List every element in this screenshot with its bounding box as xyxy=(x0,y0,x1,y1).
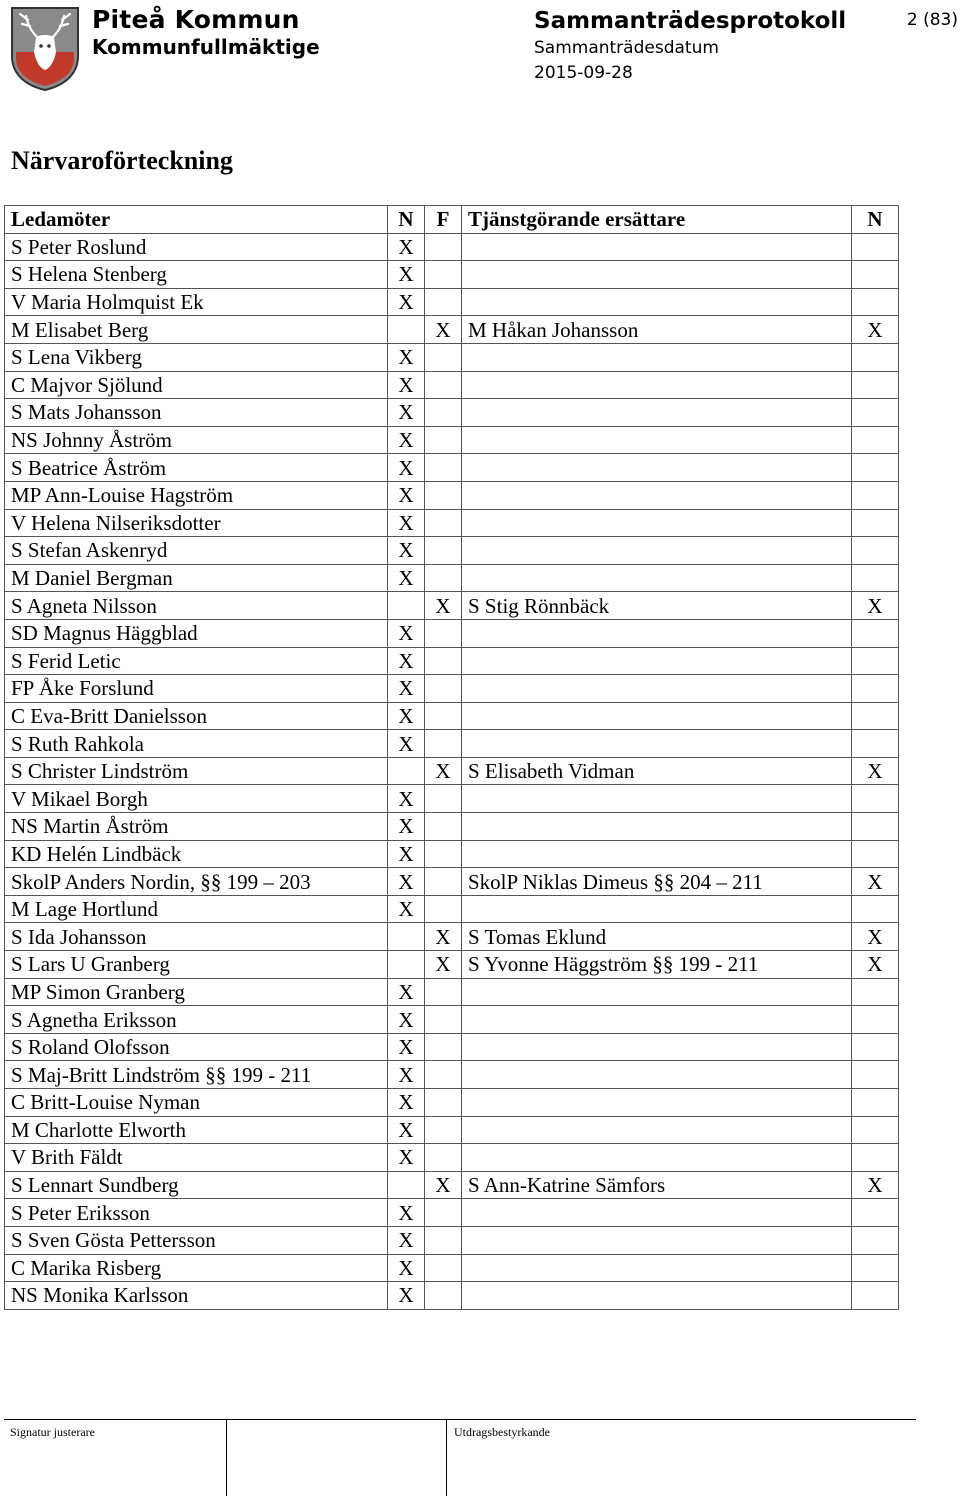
substitute-present-mark xyxy=(852,702,899,730)
absent-mark xyxy=(425,868,462,896)
member-cell: S Ruth Rahkola xyxy=(5,730,388,758)
absent-mark xyxy=(425,261,462,289)
substitute-cell xyxy=(462,1199,852,1227)
table-row xyxy=(5,426,899,454)
substitute-present-mark xyxy=(852,785,899,813)
substitute-present-mark xyxy=(852,1282,899,1310)
document-info xyxy=(534,6,846,86)
substitute-cell xyxy=(462,785,852,813)
substitute-present-mark xyxy=(852,1116,899,1144)
substitute-present-mark xyxy=(852,1199,899,1227)
table-row xyxy=(5,1033,899,1061)
member-cell: S Mats Johansson xyxy=(5,399,388,427)
present-mark: X xyxy=(388,1061,425,1089)
table-row xyxy=(5,371,899,399)
absent-mark xyxy=(425,895,462,923)
member-cell: C Marika Risberg xyxy=(5,1254,388,1282)
substitute-cell xyxy=(462,813,852,841)
absent-mark: X xyxy=(425,951,462,979)
substitute-present-mark: X xyxy=(852,1171,899,1199)
member-cell: S Roland Olofsson xyxy=(5,1033,388,1061)
absent-mark: X xyxy=(425,757,462,785)
substitute-present-mark xyxy=(852,1033,899,1061)
absent-mark xyxy=(425,1226,462,1254)
substitute-present-mark: X xyxy=(852,923,899,951)
absent-mark xyxy=(425,564,462,592)
substitute-present-mark xyxy=(852,1254,899,1282)
absent-mark xyxy=(425,537,462,565)
present-mark xyxy=(388,757,425,785)
present-mark: X xyxy=(388,1006,425,1034)
present-mark: X xyxy=(388,785,425,813)
present-mark: X xyxy=(388,702,425,730)
member-cell: SD Magnus Häggblad xyxy=(5,619,388,647)
absent-mark xyxy=(425,647,462,675)
absent-mark xyxy=(425,1033,462,1061)
absent-mark xyxy=(425,702,462,730)
substitute-cell xyxy=(462,454,852,482)
present-mark: X xyxy=(388,675,425,703)
substitute-cell xyxy=(462,233,852,261)
member-cell: C Britt-Louise Nyman xyxy=(5,1089,388,1117)
present-mark: X xyxy=(388,288,425,316)
present-mark: X xyxy=(388,895,425,923)
absent-mark xyxy=(425,343,462,371)
substitute-cell: SkolP Niklas Dimeus §§ 204 – 211 xyxy=(462,868,852,896)
substitute-cell xyxy=(462,261,852,289)
substitute-cell xyxy=(462,895,852,923)
substitute-cell xyxy=(462,564,852,592)
member-cell: NS Martin Åström xyxy=(5,813,388,841)
present-mark: X xyxy=(388,1282,425,1310)
substitute-present-mark xyxy=(852,481,899,509)
substitute-present-mark xyxy=(852,454,899,482)
substitute-cell xyxy=(462,1033,852,1061)
member-cell: V Mikael Borgh xyxy=(5,785,388,813)
substitute-cell xyxy=(462,840,852,868)
table-row xyxy=(5,564,899,592)
member-cell: V Maria Holmquist Ek xyxy=(5,288,388,316)
substitute-present-mark: X xyxy=(852,868,899,896)
header-absent: F xyxy=(425,206,462,234)
substitute-cell xyxy=(462,399,852,427)
member-cell: S Ferid Letic xyxy=(5,647,388,675)
substitute-present-mark: X xyxy=(852,757,899,785)
table-row xyxy=(5,481,899,509)
organization-body: Kommunfullmäktige xyxy=(92,35,320,59)
substitute-cell: M Håkan Johansson xyxy=(462,316,852,344)
substitute-present-mark xyxy=(852,813,899,841)
present-mark: X xyxy=(388,1144,425,1172)
substitute-present-mark xyxy=(852,343,899,371)
present-mark: X xyxy=(388,1199,425,1227)
substitute-present-mark xyxy=(852,261,899,289)
municipal-crest-logo xyxy=(8,4,82,92)
table-row xyxy=(5,978,899,1006)
table-row xyxy=(5,288,899,316)
table-row xyxy=(5,233,899,261)
table-row xyxy=(5,1061,899,1089)
extract-label: Utdragsbestyrkande xyxy=(454,1425,550,1439)
absent-mark xyxy=(425,481,462,509)
substitute-present-mark xyxy=(852,730,899,758)
member-cell: C Eva-Britt Danielsson xyxy=(5,702,388,730)
substitute-present-mark xyxy=(852,1089,899,1117)
header-substitutes: Tjänstgörande ersättare xyxy=(462,206,852,234)
member-cell: S Helena Stenberg xyxy=(5,261,388,289)
absent-mark xyxy=(425,288,462,316)
absent-mark: X xyxy=(425,923,462,951)
table-row xyxy=(5,895,899,923)
page-number: 2 (83) xyxy=(906,10,958,30)
meeting-date-label: Sammanträdesdatum xyxy=(534,38,719,58)
present-mark: X xyxy=(388,426,425,454)
present-mark: X xyxy=(388,454,425,482)
substitute-cell xyxy=(462,1254,852,1282)
substitute-present-mark: X xyxy=(852,316,899,344)
substitute-present-mark xyxy=(852,426,899,454)
substitute-cell xyxy=(462,702,852,730)
member-cell: FP Åke Forslund xyxy=(5,675,388,703)
absent-mark xyxy=(425,1061,462,1089)
member-cell: SkolP Anders Nordin, §§ 199 – 203 xyxy=(5,868,388,896)
member-cell: S Lennart Sundberg xyxy=(5,1171,388,1199)
member-cell: S Lena Vikberg xyxy=(5,343,388,371)
present-mark: X xyxy=(388,509,425,537)
present-mark: X xyxy=(388,537,425,565)
table-row xyxy=(5,1254,899,1282)
table-row xyxy=(5,730,899,758)
present-mark xyxy=(388,1171,425,1199)
present-mark: X xyxy=(388,647,425,675)
member-cell: NS Johnny Åström xyxy=(5,426,388,454)
substitute-present-mark xyxy=(852,978,899,1006)
table-row xyxy=(5,1199,899,1227)
substitute-cell: S Ann-Katrine Sämfors xyxy=(462,1171,852,1199)
member-cell: S Lars U Granberg xyxy=(5,951,388,979)
present-mark: X xyxy=(388,481,425,509)
substitute-present-mark xyxy=(852,840,899,868)
substitute-cell: S Stig Rönnbäck xyxy=(462,592,852,620)
substitute-present-mark xyxy=(852,537,899,565)
table-row xyxy=(5,813,899,841)
substitute-cell xyxy=(462,1089,852,1117)
present-mark: X xyxy=(388,868,425,896)
substitute-cell: S Tomas Eklund xyxy=(462,923,852,951)
present-mark xyxy=(388,951,425,979)
substitute-cell xyxy=(462,647,852,675)
table-row xyxy=(5,951,899,979)
absent-mark xyxy=(425,785,462,813)
substitute-present-mark xyxy=(852,675,899,703)
absent-mark xyxy=(425,399,462,427)
substitute-cell xyxy=(462,675,852,703)
substitute-present-mark xyxy=(852,371,899,399)
present-mark: X xyxy=(388,564,425,592)
table-row xyxy=(5,537,899,565)
present-mark: X xyxy=(388,261,425,289)
table-row xyxy=(5,399,899,427)
page-title: Närvaroförteckning xyxy=(11,146,233,175)
absent-mark: X xyxy=(425,592,462,620)
substitute-present-mark xyxy=(852,619,899,647)
table-row xyxy=(5,1171,899,1199)
substitute-present-mark xyxy=(852,233,899,261)
present-mark: X xyxy=(388,343,425,371)
absent-mark xyxy=(425,730,462,758)
substitute-cell xyxy=(462,1061,852,1089)
table-row xyxy=(5,1089,899,1117)
present-mark: X xyxy=(388,840,425,868)
substitute-present-mark: X xyxy=(852,592,899,620)
member-cell: MP Simon Granberg xyxy=(5,978,388,1006)
organization-block xyxy=(92,6,320,60)
member-cell: M Elisabet Berg xyxy=(5,316,388,344)
member-cell: S Stefan Askenryd xyxy=(5,537,388,565)
present-mark: X xyxy=(388,1226,425,1254)
substitute-present-mark xyxy=(852,1226,899,1254)
substitute-present-mark xyxy=(852,399,899,427)
absent-mark xyxy=(425,371,462,399)
member-cell: NS Monika Karlsson xyxy=(5,1282,388,1310)
present-mark: X xyxy=(388,371,425,399)
signature-label: Signatur justerare xyxy=(10,1425,95,1439)
substitute-cell xyxy=(462,343,852,371)
substitute-present-mark xyxy=(852,1061,899,1089)
member-cell: S Sven Gösta Pettersson xyxy=(5,1226,388,1254)
substitute-cell xyxy=(462,730,852,758)
substitute-cell xyxy=(462,537,852,565)
member-cell: M Charlotte Elworth xyxy=(5,1116,388,1144)
absent-mark xyxy=(425,1282,462,1310)
table-row xyxy=(5,647,899,675)
substitute-present-mark: X xyxy=(852,951,899,979)
table-row xyxy=(5,1282,899,1310)
attendance-table xyxy=(4,205,899,1310)
member-cell: S Agnetha Eriksson xyxy=(5,1006,388,1034)
absent-mark xyxy=(425,1089,462,1117)
absent-mark xyxy=(425,978,462,1006)
member-cell: C Majvor Sjölund xyxy=(5,371,388,399)
present-mark: X xyxy=(388,1254,425,1282)
table-row xyxy=(5,757,899,785)
member-cell: S Peter Roslund xyxy=(5,233,388,261)
substitute-present-mark xyxy=(852,288,899,316)
substitute-cell xyxy=(462,1116,852,1144)
table-row xyxy=(5,316,899,344)
member-cell: V Brith Fäldt xyxy=(5,1144,388,1172)
table-row xyxy=(5,785,899,813)
table-row xyxy=(5,592,899,620)
table-row xyxy=(5,675,899,703)
meeting-date: 2015-09-28 xyxy=(534,63,633,83)
member-cell: S Maj-Britt Lindström §§ 199 - 211 xyxy=(5,1061,388,1089)
substitute-present-mark xyxy=(852,564,899,592)
header-present: N xyxy=(388,206,425,234)
substitute-present-mark xyxy=(852,1144,899,1172)
absent-mark xyxy=(425,840,462,868)
organization-name: Piteå Kommun xyxy=(92,5,300,34)
present-mark: X xyxy=(388,1116,425,1144)
member-cell: S Agneta Nilsson xyxy=(5,592,388,620)
table-row xyxy=(5,702,899,730)
member-cell: MP Ann-Louise Hagström xyxy=(5,481,388,509)
present-mark: X xyxy=(388,619,425,647)
footer xyxy=(4,1419,916,1496)
substitute-present-mark xyxy=(852,895,899,923)
absent-mark xyxy=(425,1254,462,1282)
table-row xyxy=(5,1226,899,1254)
table-row xyxy=(5,619,899,647)
table-row xyxy=(5,840,899,868)
table-row xyxy=(5,1006,899,1034)
substitute-cell xyxy=(462,1282,852,1310)
absent-mark xyxy=(425,1006,462,1034)
substitute-cell xyxy=(462,1144,852,1172)
table-row xyxy=(5,509,899,537)
absent-mark xyxy=(425,619,462,647)
present-mark: X xyxy=(388,1033,425,1061)
absent-mark xyxy=(425,813,462,841)
member-cell: M Daniel Bergman xyxy=(5,564,388,592)
present-mark xyxy=(388,316,425,344)
present-mark xyxy=(388,592,425,620)
substitute-cell xyxy=(462,371,852,399)
substitute-cell xyxy=(462,481,852,509)
member-cell: V Helena Nilseriksdotter xyxy=(5,509,388,537)
present-mark: X xyxy=(388,1089,425,1117)
footer-divider xyxy=(446,1420,447,1496)
member-cell: S Beatrice Åström xyxy=(5,454,388,482)
substitute-cell xyxy=(462,978,852,1006)
header-members: Ledamöter xyxy=(5,206,388,234)
substitute-cell xyxy=(462,1006,852,1034)
present-mark: X xyxy=(388,233,425,261)
attendance-rows xyxy=(5,233,899,1309)
table-row xyxy=(5,343,899,371)
substitute-cell xyxy=(462,426,852,454)
table-header-row xyxy=(5,206,899,234)
substitute-cell xyxy=(462,619,852,647)
absent-mark xyxy=(425,1199,462,1227)
substitute-present-mark xyxy=(852,647,899,675)
substitute-cell: S Elisabeth Vidman xyxy=(462,757,852,785)
present-mark: X xyxy=(388,399,425,427)
present-mark: X xyxy=(388,978,425,1006)
substitute-cell xyxy=(462,1226,852,1254)
absent-mark xyxy=(425,1116,462,1144)
document-type: Sammanträdesprotokoll xyxy=(534,8,847,34)
absent-mark xyxy=(425,233,462,261)
member-cell: S Ida Johansson xyxy=(5,923,388,951)
present-mark: X xyxy=(388,730,425,758)
absent-mark xyxy=(425,509,462,537)
table-row xyxy=(5,868,899,896)
present-mark xyxy=(388,923,425,951)
header-substitute-present: N xyxy=(852,206,899,234)
absent-mark: X xyxy=(425,1171,462,1199)
absent-mark xyxy=(425,454,462,482)
substitute-present-mark xyxy=(852,509,899,537)
footer-divider xyxy=(226,1420,227,1496)
table-row xyxy=(5,1144,899,1172)
table-row xyxy=(5,1116,899,1144)
substitute-cell xyxy=(462,288,852,316)
member-cell: S Christer Lindström xyxy=(5,757,388,785)
table-row xyxy=(5,454,899,482)
table-row xyxy=(5,261,899,289)
member-cell: S Peter Eriksson xyxy=(5,1199,388,1227)
absent-mark xyxy=(425,675,462,703)
member-cell: M Lage Hortlund xyxy=(5,895,388,923)
substitute-present-mark xyxy=(852,1006,899,1034)
substitute-cell xyxy=(462,509,852,537)
table-row xyxy=(5,923,899,951)
present-mark: X xyxy=(388,813,425,841)
absent-mark xyxy=(425,1144,462,1172)
substitute-cell: S Yvonne Häggström §§ 199 - 211 xyxy=(462,951,852,979)
member-cell: KD Helén Lindbäck xyxy=(5,840,388,868)
absent-mark: X xyxy=(425,316,462,344)
absent-mark xyxy=(425,426,462,454)
